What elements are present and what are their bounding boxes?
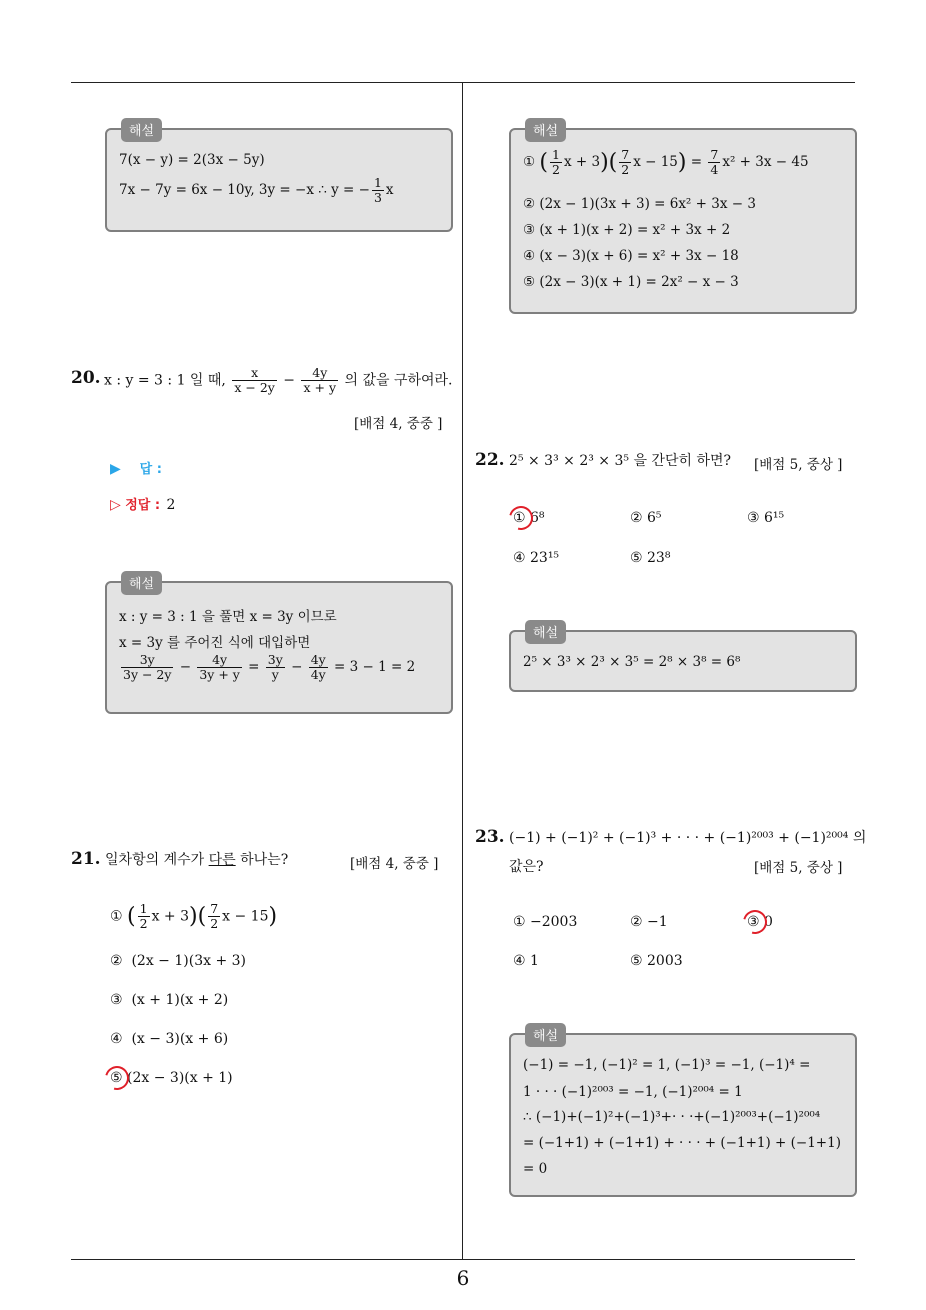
choice-1[interactable]: ① 6⁸ xyxy=(513,510,545,526)
fraction: $\frac{7}{4}$ xyxy=(710,147,719,177)
question-21: 21. 일차항의 계수가 다른 하나는? xyxy=(71,849,289,869)
question-number: 22. xyxy=(475,450,505,470)
fraction: $\frac{4y}{x + y}$ xyxy=(303,365,337,395)
solution-tag: 해설 xyxy=(121,571,162,595)
answer-key-row xyxy=(110,494,175,513)
question-23: 23. (−1) + (−1)² + (−1)³ + · · · + (−1)²⁰⁰³ + (−1)²⁰⁰⁴ 의 xyxy=(475,827,867,847)
points-label: [배점 4, 중중 ] xyxy=(354,416,443,432)
triangle-outline-icon: ▷ xyxy=(110,497,121,513)
fraction: $\frac{4y}{3y + y}$ xyxy=(199,652,240,682)
question-number: 23. xyxy=(475,827,505,847)
solution-box-22 xyxy=(509,626,857,692)
choice-5[interactable]: ⑤ 2003 xyxy=(630,953,683,969)
fraction: $\frac{3y}{3y - 2y}$ xyxy=(123,652,172,682)
fraction: $\frac{1}{2}$ xyxy=(552,147,560,177)
choice-4[interactable]: ④ 1 xyxy=(513,953,539,969)
solution-box-19 xyxy=(105,124,453,232)
question-22: 22. 2⁵ × 3³ × 2³ × 3⁵ 을 간단히 하면? xyxy=(475,450,732,470)
question-20-text: x : y = 3 : 1 일 때, $\frac{x}{x - 2y}$ − $\frac{4y}{x + y}$ 의 값을 구하여라. xyxy=(104,365,453,395)
choice-2[interactable]: ② −1 xyxy=(630,914,668,930)
solution-tag: 해설 xyxy=(121,118,162,142)
points-label: [배점 5, 중상 ] xyxy=(754,457,843,473)
choice-2[interactable]: ② (2x − 1)(3x + 3) xyxy=(110,953,246,969)
choice-4[interactable]: ④ (x − 3)(x + 6) xyxy=(110,1031,229,1047)
choice-3[interactable]: ③ (x + 1)(x + 2) xyxy=(110,992,229,1008)
solution-line: x = 3y 를 주어진 식에 대입하면 xyxy=(119,635,311,651)
points-label: [배점 4, 중중 ] xyxy=(350,856,439,872)
choice-1[interactable]: ① −2003 xyxy=(513,914,578,930)
bottom-rule xyxy=(71,1259,855,1260)
choice-2[interactable]: ② 6⁵ xyxy=(630,510,662,526)
solution-tag: 해설 xyxy=(525,1023,566,1047)
selected-circle-mark xyxy=(505,502,538,535)
solution-line: = (−1+1) + (−1+1) + · · · + (−1+1) + (−1+1) xyxy=(523,1135,841,1151)
points-label: [배점 5, 중상 ] xyxy=(754,860,843,876)
solution-line: $\frac{3y}{3y - 2y}$ − $\frac{4y}{3y + y}$ = $\frac{3y}{y}$ − $\frac{4y}{4y}$ = 3 − 1 = 2 xyxy=(123,652,416,682)
question-number: 20. xyxy=(71,368,101,388)
fraction: $\frac{x}{x - 2y}$ xyxy=(234,365,275,395)
solution-line: 1 · · · (−1)²⁰⁰³ = −1, (−1)²⁰⁰⁴ = 1 xyxy=(523,1084,743,1100)
solution-line: ∴ (−1)+(−1)²+(−1)³+· · ·+(−1)²⁰⁰³+(−1)²⁰⁰⁴ xyxy=(523,1109,821,1125)
fraction: $\frac{1}{2}$ xyxy=(139,901,148,931)
solution-box-23 xyxy=(509,1029,857,1197)
question-23-text-cont: 값은? xyxy=(509,859,544,875)
solution-line: ③ (x + 1)(x + 2) = x² + 3x + 2 xyxy=(523,222,731,238)
choice-5[interactable]: ⑤ 23⁸ xyxy=(630,550,671,566)
solution-box-20 xyxy=(105,577,453,714)
solution-line: ① ( $\frac{1}{2}$ x + 3)( $\frac{7}{2}$ x − 15) = $\frac{7}{4}$ x² + 3x − 45 xyxy=(523,147,809,177)
solution-line: = 0 xyxy=(523,1161,548,1177)
page-number: 6 xyxy=(456,1266,470,1290)
solution-box-21 xyxy=(509,124,857,314)
solution-line: ④ (x − 3)(x + 6) = x² + 3x − 18 xyxy=(523,248,739,264)
selected-circle-mark xyxy=(101,1062,134,1095)
solution-line: 2⁵ × 3³ × 2³ × 3⁵ = 2⁸ × 3⁸ = 6⁸ xyxy=(523,654,741,670)
column-divider xyxy=(462,83,463,1260)
solution-line: 7x − 7y = 6x − 10y, 3y = −x ∴ y = − $\frac{1}{3}$ x xyxy=(119,175,394,205)
question-number: 21. xyxy=(71,849,101,869)
answer-label: 답 : xyxy=(139,462,162,477)
solution-tag: 해설 xyxy=(525,620,566,644)
solution-line: ② (2x − 1)(3x + 3) = 6x² + 3x − 3 xyxy=(523,196,756,212)
top-rule xyxy=(71,82,855,83)
question-20 xyxy=(71,368,101,388)
selected-circle-mark xyxy=(739,906,772,939)
solution-line: ⑤ (2x − 3)(x + 1) = 2x² − x − 3 xyxy=(523,274,739,290)
choice-3[interactable]: ③ 6¹⁵ xyxy=(747,510,785,526)
fraction: $\frac{7}{2}$ xyxy=(621,147,630,177)
answer-row xyxy=(110,458,162,477)
fraction: $\frac{4y}{4y}$ xyxy=(310,652,326,682)
choice-1[interactable]: ① ( $\frac{1}{2}$ x + 3)( $\frac{7}{2}$ x − 15) xyxy=(110,901,278,931)
fraction: $\frac{7}{2}$ xyxy=(210,901,219,931)
play-arrow-icon: ▶ xyxy=(110,461,121,477)
choice-3[interactable]: ③ 0 xyxy=(747,914,773,930)
fraction: $\frac{1}{3}$ xyxy=(373,175,382,205)
choice-5[interactable]: ⑤ (2x − 3)(x + 1) xyxy=(110,1070,233,1086)
answer-key-value: 2 xyxy=(166,497,176,513)
fraction: $\frac{3y}{y}$ xyxy=(267,652,283,682)
solution-line: (−1) = −1, (−1)² = 1, (−1)³ = −1, (−1)⁴ = xyxy=(523,1057,811,1073)
solution-line: x : y = 3 : 1 을 풀면 x = 3y 이므로 xyxy=(119,609,337,625)
choice-4[interactable]: ④ 23¹⁵ xyxy=(513,550,560,566)
answer-key-label: 정답 : xyxy=(125,498,161,513)
solution-line: 7(x − y) = 2(3x − 5y) xyxy=(119,152,265,168)
solution-tag: 해설 xyxy=(525,118,566,142)
